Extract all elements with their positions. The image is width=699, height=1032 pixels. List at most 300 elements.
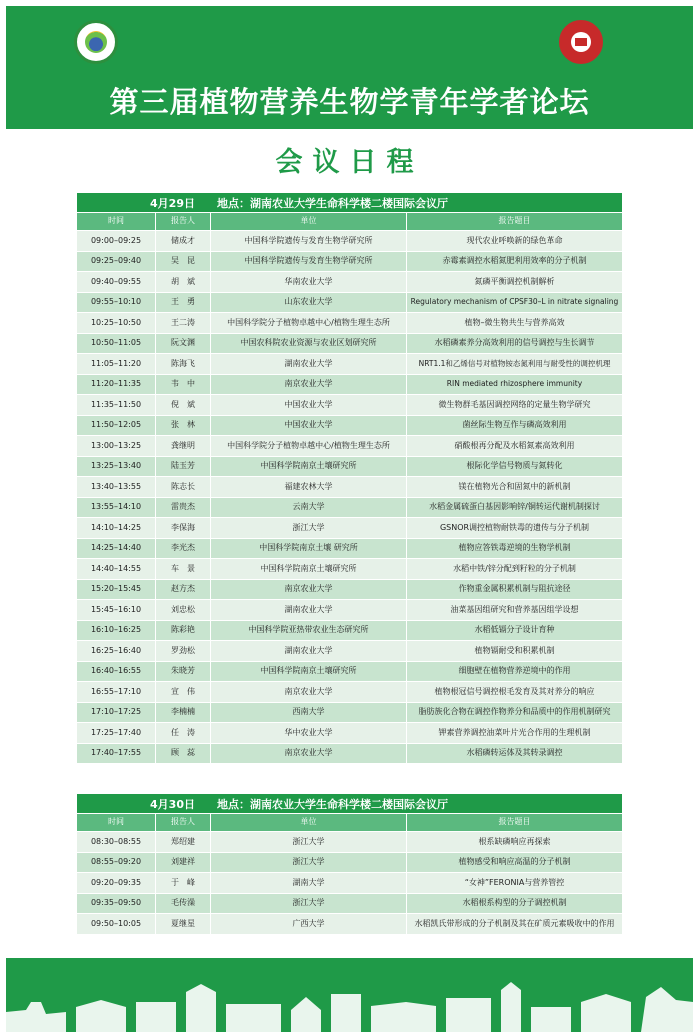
- institution-cell: [211, 744, 407, 764]
- speaker-cell: [156, 313, 211, 333]
- topic-cell-text: 菌丝际生物互作与磷高效利用: [462, 420, 567, 430]
- column-header-row: [77, 813, 622, 831]
- topic-cell-text: RIN mediated rhizosphere immunity: [446, 379, 583, 389]
- speaker-cell: [156, 559, 211, 579]
- day-header: [77, 193, 622, 212]
- institution-cell: [211, 518, 407, 538]
- time-cell-text: 15:45–16:10: [90, 604, 142, 614]
- time-cell: [77, 682, 156, 702]
- column-header: 报告人: [156, 814, 211, 831]
- institution-cell: [211, 477, 407, 497]
- institution-cell: [211, 231, 407, 251]
- table-row: [77, 640, 622, 661]
- topic-cell: [407, 914, 622, 934]
- time-cell: [77, 416, 156, 436]
- institution-cell-text: 中国科学院遗传与发育生物学研究所: [244, 235, 373, 245]
- institution-cell-text: 南京农业大学: [284, 686, 333, 696]
- institution-cell-text: 云南大学: [292, 502, 325, 512]
- time-cell-text: 08:30–08:55: [90, 836, 142, 846]
- topic-cell-text: 水稻中铁/锌分配到籽粒的分子机制: [453, 563, 576, 573]
- speaker-cell-text: 李光杰: [171, 543, 195, 553]
- time-cell-text: 11:05–11:20: [90, 358, 142, 368]
- time-cell: [77, 873, 156, 893]
- topic-cell-text: NRT1.1和乙烯信号对植物铵态氮利用与耐受性的调控机理: [418, 358, 611, 368]
- column-header: 时间: [77, 814, 156, 831]
- time-cell-text: 17:10–17:25: [90, 707, 142, 717]
- table-row: [77, 599, 622, 620]
- speaker-cell-text: 毛传澡: [171, 898, 195, 908]
- topic-cell: [407, 518, 622, 538]
- topic-cell-text: 根际化学信号物质与氮转化: [466, 461, 563, 471]
- speaker-cell-text: 郑绍建: [171, 836, 195, 846]
- day-location: 地点：湖南农业大学生命科学楼二楼国际会议厅: [217, 196, 448, 210]
- day-location: 地点：湖南农业大学生命科学楼二楼国际会议厅: [217, 797, 448, 811]
- column-header: 单位: [211, 213, 407, 230]
- institution-cell-text: 湖南农业大学: [284, 645, 333, 655]
- institution-cell-text: 浙江大学: [292, 836, 325, 846]
- institution-cell: [211, 894, 407, 914]
- speaker-cell: [156, 436, 211, 456]
- topic-cell: [407, 703, 622, 723]
- institution-cell: [211, 662, 407, 682]
- institution-cell: [211, 416, 407, 436]
- topic-cell: [407, 682, 622, 702]
- speaker-cell: [156, 703, 211, 723]
- speaker-cell: [156, 662, 211, 682]
- topic-cell-text: 细胞壁在植物营养逆境中的作用: [458, 666, 571, 676]
- time-cell: [77, 744, 156, 764]
- speaker-cell: [156, 272, 211, 292]
- time-cell-text: 16:10–16:25: [90, 625, 142, 635]
- institution-cell-text: 湖南农业大学: [284, 358, 333, 368]
- speaker-cell: [156, 682, 211, 702]
- speaker-cell-text: 陈彩艳: [171, 625, 195, 635]
- time-cell: [77, 272, 156, 292]
- time-cell-text: 11:35–11:50: [90, 399, 142, 409]
- table-row: [77, 661, 622, 682]
- topic-cell-text: 植物镉耐受和积累机制: [474, 645, 555, 655]
- topic-cell: [407, 436, 622, 456]
- table-row: [77, 893, 622, 914]
- institution-cell: [211, 539, 407, 559]
- time-cell: [77, 914, 156, 934]
- topic-cell-text: 油菜基因组研究和营养基因组学设想: [450, 604, 579, 614]
- topic-cell-text: 水稻低镉分子设计育种: [474, 625, 555, 635]
- table-row: [77, 230, 622, 251]
- institution-cell-text: 中国科学院南京土壤研究所: [260, 461, 357, 471]
- table-row: [77, 497, 622, 518]
- speaker-cell-text: 李保海: [171, 522, 195, 532]
- topic-cell: [407, 375, 622, 395]
- campus-skyline-icon: [6, 972, 693, 1032]
- day-date: 4月29日: [150, 196, 195, 210]
- time-cell-text: 09:25–09:40: [90, 256, 142, 266]
- time-cell: [77, 498, 156, 518]
- speaker-cell: [156, 252, 211, 272]
- institution-cell: [211, 313, 407, 333]
- institution-cell-text: 中国科学院南京土壤研究所: [260, 666, 357, 676]
- time-cell: [77, 832, 156, 852]
- institution-cell: [211, 395, 407, 415]
- topic-cell-text: 氮磷平衡调控机制解析: [474, 276, 555, 286]
- speaker-cell: [156, 894, 211, 914]
- speaker-cell: [156, 723, 211, 743]
- topic-cell-text: Regulatory mechanism of CPSF30–L in nitrate signaling: [410, 297, 619, 307]
- topic-cell-text: 赤霉素调控水稻氮肥利用效率的分子机制: [442, 256, 587, 266]
- table-row: [77, 251, 622, 272]
- speaker-cell-text: 韦 中: [171, 379, 195, 389]
- institution-cell-text: 中国科学院分子植物卓越中心/植物生理生态所: [227, 440, 390, 450]
- time-cell: [77, 539, 156, 559]
- time-cell: [77, 436, 156, 456]
- time-cell: [77, 334, 156, 354]
- time-cell-text: 17:25–17:40: [90, 727, 142, 737]
- institution-cell: [211, 600, 407, 620]
- topic-cell: [407, 600, 622, 620]
- speaker-cell: [156, 580, 211, 600]
- topic-cell-text: 植物根冠信号调控根毛发育及其对养分的响应: [434, 686, 595, 696]
- table-row: [77, 394, 622, 415]
- institution-cell: [211, 580, 407, 600]
- time-cell-text: 15:20–15:45: [90, 584, 142, 594]
- topic-cell-text: 水稻根系构型的分子调控机制: [462, 898, 567, 908]
- topic-cell: [407, 580, 622, 600]
- institution-cell: [211, 272, 407, 292]
- topic-cell-text: 硝酸根再分配及水稻氮素高效利用: [454, 440, 575, 450]
- table-row: [77, 333, 622, 354]
- topic-cell-text: 钾素营养调控油菜叶片光合作用的生理机制: [438, 727, 591, 737]
- topic-cell: [407, 853, 622, 873]
- institution-cell-text: 南京农业大学: [284, 584, 333, 594]
- time-cell-text: 11:20–11:35: [90, 379, 142, 389]
- institution-cell: [211, 621, 407, 641]
- institution-cell: [211, 498, 407, 518]
- speaker-cell: [156, 873, 211, 893]
- institution-cell-text: 福建农林大学: [284, 481, 333, 491]
- university-seal-icon: [559, 20, 603, 64]
- speaker-cell-text: 刘建祥: [171, 857, 195, 867]
- table-row: [77, 872, 622, 893]
- time-cell: [77, 354, 156, 374]
- institution-cell-text: 浙江大学: [292, 898, 325, 908]
- time-cell-text: 09:40–09:55: [90, 276, 142, 286]
- speaker-cell-text: 储成才: [171, 235, 195, 245]
- institution-cell: [211, 375, 407, 395]
- time-cell-text: 09:55–10:10: [90, 297, 142, 307]
- topic-cell: [407, 539, 622, 559]
- table-row: [77, 374, 622, 395]
- topic-cell-text: 植物感受和响应高温的分子机制: [458, 857, 571, 867]
- institution-cell: [211, 873, 407, 893]
- speaker-cell-text: 陆玉芳: [171, 461, 195, 471]
- topic-cell: [407, 252, 622, 272]
- topic-cell-text: 微生物群毛基因调控网络的定量生物学研究: [438, 399, 591, 409]
- table-row: [77, 435, 622, 456]
- institution-cell-text: 中国科学院南京土壤 研究所: [259, 543, 358, 553]
- table-row: [77, 681, 622, 702]
- table-row: [77, 292, 622, 313]
- topic-cell: [407, 723, 622, 743]
- time-cell: [77, 723, 156, 743]
- time-cell: [77, 231, 156, 251]
- topic-cell-text: 植物–微生物共生与营养高效: [464, 317, 565, 327]
- time-cell-text: 14:10–14:25: [90, 522, 142, 532]
- institution-cell-text: 湖南大学: [292, 877, 325, 887]
- footer-skyline: [6, 958, 693, 1032]
- time-cell: [77, 559, 156, 579]
- speaker-cell-text: 任 涛: [171, 727, 195, 737]
- schedule-title: 会议日程: [275, 147, 424, 178]
- institution-cell-text: 华南农业大学: [284, 276, 333, 286]
- speaker-cell-text: 胡 斌: [171, 276, 195, 286]
- time-cell-text: 09:20–09:35: [90, 877, 142, 887]
- time-cell-text: 10:25–10:50: [90, 317, 142, 327]
- table-row: [77, 271, 622, 292]
- speaker-cell-text: 赵方杰: [171, 584, 195, 594]
- table-row: [77, 353, 622, 374]
- speaker-cell-text: 朱晓芳: [171, 666, 195, 676]
- time-cell-text: 09:50–10:05: [90, 918, 142, 928]
- speaker-cell-text: 倪 斌: [171, 399, 195, 409]
- table-row: [77, 831, 622, 852]
- time-cell-text: 17:40–17:55: [90, 748, 142, 758]
- topic-cell: [407, 416, 622, 436]
- time-cell: [77, 313, 156, 333]
- institution-cell-text: 山东农业大学: [284, 297, 333, 307]
- table-row: [77, 476, 622, 497]
- topic-cell: [407, 894, 622, 914]
- time-cell: [77, 252, 156, 272]
- topic-cell: [407, 457, 622, 477]
- speaker-cell-text: 李楠楠: [171, 707, 195, 717]
- time-cell: [77, 853, 156, 873]
- institution-cell-text: 中国农业大学: [284, 399, 333, 409]
- speaker-cell: [156, 293, 211, 313]
- institution-cell: [211, 641, 407, 661]
- institution-cell-text: 南京农业大学: [284, 748, 333, 758]
- institution-cell: [211, 457, 407, 477]
- topic-cell-text: 水稻凯氏带形成的分子机制及其在矿质元素吸收中的作用: [414, 918, 615, 928]
- time-cell-text: 14:40–14:55: [90, 563, 142, 573]
- speaker-cell: [156, 395, 211, 415]
- speaker-cell-text: 雷贵杰: [171, 502, 195, 512]
- speaker-cell: [156, 621, 211, 641]
- day-date: 4月30日: [150, 797, 195, 811]
- table-row: [77, 702, 622, 723]
- topic-cell: [407, 744, 622, 764]
- time-cell-text: 14:25–14:40: [90, 543, 142, 553]
- topic-cell: [407, 559, 622, 579]
- speaker-cell: [156, 518, 211, 538]
- column-header: 时间: [77, 213, 156, 230]
- speaker-cell-text: 王 勇: [171, 297, 195, 307]
- speaker-cell-text: 吴 昆: [171, 256, 195, 266]
- time-cell: [77, 395, 156, 415]
- table-row: [77, 852, 622, 873]
- page-title: 第三届植物营养生物学青年学者论坛: [109, 85, 590, 119]
- time-cell: [77, 580, 156, 600]
- header-banner: [6, 6, 693, 129]
- table-row: [77, 722, 622, 743]
- institution-cell-text: 湖南农业大学: [284, 604, 333, 614]
- topic-cell: [407, 498, 622, 518]
- institution-cell-text: 中国科学院亚热带农业生态研究所: [248, 625, 369, 635]
- time-cell-text: 11:50–12:05: [90, 420, 142, 430]
- topic-cell: [407, 662, 622, 682]
- topic-cell-text: 镁在植物光合和固氮中的新机制: [458, 481, 571, 491]
- speaker-cell-text: 陈海飞: [171, 358, 195, 368]
- table-row: [77, 558, 622, 579]
- speaker-cell: [156, 641, 211, 661]
- topic-cell: [407, 621, 622, 641]
- speaker-cell-text: 阮文渊: [171, 338, 195, 348]
- institution-cell: [211, 436, 407, 456]
- topic-cell-text: 水稻金属硫蛋白基因影响锌/铜转运代谢机制探讨: [429, 502, 600, 512]
- time-cell-text: 09:00–09:25: [90, 235, 142, 245]
- table-row: [77, 415, 622, 436]
- speaker-cell: [156, 853, 211, 873]
- time-cell: [77, 477, 156, 497]
- topic-cell: [407, 873, 622, 893]
- time-cell-text: 09:35–09:50: [90, 898, 142, 908]
- speaker-cell-text: 刘忠松: [171, 604, 195, 614]
- topic-cell: [407, 334, 622, 354]
- time-cell: [77, 894, 156, 914]
- speaker-cell: [156, 416, 211, 436]
- time-cell-text: 13:40–13:55: [90, 481, 142, 491]
- topic-cell: [407, 313, 622, 333]
- time-cell-text: 16:40–16:55: [90, 666, 142, 676]
- topic-cell: [407, 272, 622, 292]
- institution-cell: [211, 853, 407, 873]
- institution-cell: [211, 252, 407, 272]
- column-header: 报告题目: [498, 817, 531, 827]
- topic-cell: [407, 641, 622, 661]
- institution-cell: [211, 914, 407, 934]
- speaker-cell-text: 龚继明: [171, 440, 195, 450]
- institution-cell-text: 华中农业大学: [284, 727, 333, 737]
- speaker-cell-text: 于 峰: [171, 877, 195, 887]
- speaker-cell-text: 陈志长: [171, 481, 195, 491]
- topic-cell: [407, 832, 622, 852]
- table-row: [77, 538, 622, 559]
- speaker-cell: [156, 600, 211, 620]
- institution-cell-text: 中国农科院农业资源与农业区划研究所: [240, 338, 377, 348]
- table-row: [77, 743, 622, 764]
- time-cell: [77, 600, 156, 620]
- institution-cell: [211, 293, 407, 313]
- speaker-cell: [156, 457, 211, 477]
- time-cell-text: 13:55–14:10: [90, 502, 142, 512]
- time-cell-text: 13:00–13:25: [90, 440, 142, 450]
- time-cell: [77, 518, 156, 538]
- topic-cell: [407, 477, 622, 497]
- speaker-cell: [156, 375, 211, 395]
- institution-cell: [211, 723, 407, 743]
- university-emblem-icon: [74, 20, 118, 64]
- table-row: [77, 913, 622, 934]
- speaker-cell: [156, 914, 211, 934]
- column-header: 单位: [211, 814, 407, 831]
- institution-cell-text: 中国科学院遗传与发育生物学研究所: [244, 256, 373, 266]
- time-cell-text: 13:25–13:40: [90, 461, 142, 471]
- speaker-cell: [156, 477, 211, 497]
- column-header: 报告人: [156, 213, 211, 230]
- time-cell-text: 10:50–11:05: [90, 338, 142, 348]
- table-row: [77, 620, 622, 641]
- time-cell: [77, 457, 156, 477]
- speaker-cell-text: 张 林: [171, 420, 195, 430]
- institution-cell-text: 浙江大学: [292, 522, 325, 532]
- time-cell: [77, 293, 156, 313]
- topic-cell: [407, 354, 622, 374]
- speaker-cell: [156, 832, 211, 852]
- time-cell: [77, 375, 156, 395]
- topic-cell-text: 植物应答铁毒逆境的生物学机制: [458, 543, 571, 553]
- table-row: [77, 579, 622, 600]
- time-cell: [77, 641, 156, 661]
- institution-cell: [211, 334, 407, 354]
- speaker-cell: [156, 231, 211, 251]
- time-cell-text: 16:25–16:40: [90, 645, 142, 655]
- topic-cell-text: 脂肪族化合物在调控作物养分和品质中的作用机制研究: [418, 707, 611, 717]
- topic-cell: [407, 231, 622, 251]
- institution-cell: [211, 832, 407, 852]
- topic-cell-text: 水稻磷素养分高效利用的信号调控与生长调节: [434, 338, 595, 348]
- table-row: [77, 517, 622, 538]
- institution-cell: [211, 682, 407, 702]
- column-header: 报告题目: [498, 216, 531, 226]
- table-row: [77, 312, 622, 333]
- topic-cell-text: 水稻磷转运体及其转录调控: [466, 748, 563, 758]
- speaker-cell: [156, 744, 211, 764]
- schedule-table: [77, 794, 622, 934]
- topic-cell-text: “女神”FERONIA与营养管控: [464, 877, 565, 887]
- topic-cell-text: 作物重金属积累机制与阻抗途径: [458, 584, 571, 594]
- institution-cell-text: 中国农业大学: [284, 420, 333, 430]
- institution-cell: [211, 559, 407, 579]
- time-cell: [77, 662, 156, 682]
- schedule-table: [77, 193, 622, 763]
- topic-cell-text: 根系缺磷响应再探索: [478, 836, 551, 846]
- day-header: [77, 794, 622, 813]
- time-cell-text: 08:55–09:20: [90, 857, 142, 867]
- speaker-cell-text: 夏继星: [171, 918, 195, 928]
- time-cell: [77, 703, 156, 723]
- time-cell: [77, 621, 156, 641]
- topic-cell-text: GSNOR调控植物耐铁毒的遗传与分子机制: [439, 522, 590, 532]
- institution-cell: [211, 354, 407, 374]
- institution-cell-text: 广西大学: [292, 918, 325, 928]
- speaker-cell: [156, 498, 211, 518]
- topic-cell-text: 现代农业呼唤新的绿色革命: [466, 235, 563, 245]
- institution-cell-text: 浙江大学: [292, 857, 325, 867]
- topic-cell: [407, 293, 622, 313]
- time-cell-text: 16:55–17:10: [90, 686, 142, 696]
- institution-cell-text: 中国科学院南京土壤研究所: [260, 563, 357, 573]
- institution-cell-text: 南京农业大学: [284, 379, 333, 389]
- speaker-cell-text: 王二涛: [171, 317, 195, 327]
- institution-cell-text: 西南大学: [292, 707, 325, 717]
- speaker-cell: [156, 539, 211, 559]
- speaker-cell-text: 罗劲松: [171, 645, 195, 655]
- column-header-row: [77, 212, 622, 230]
- speaker-cell-text: 顾 蕊: [171, 748, 195, 758]
- speaker-cell: [156, 354, 211, 374]
- topic-cell: [407, 395, 622, 415]
- speaker-cell-text: 宣 伟: [171, 686, 195, 696]
- institution-cell: [211, 703, 407, 723]
